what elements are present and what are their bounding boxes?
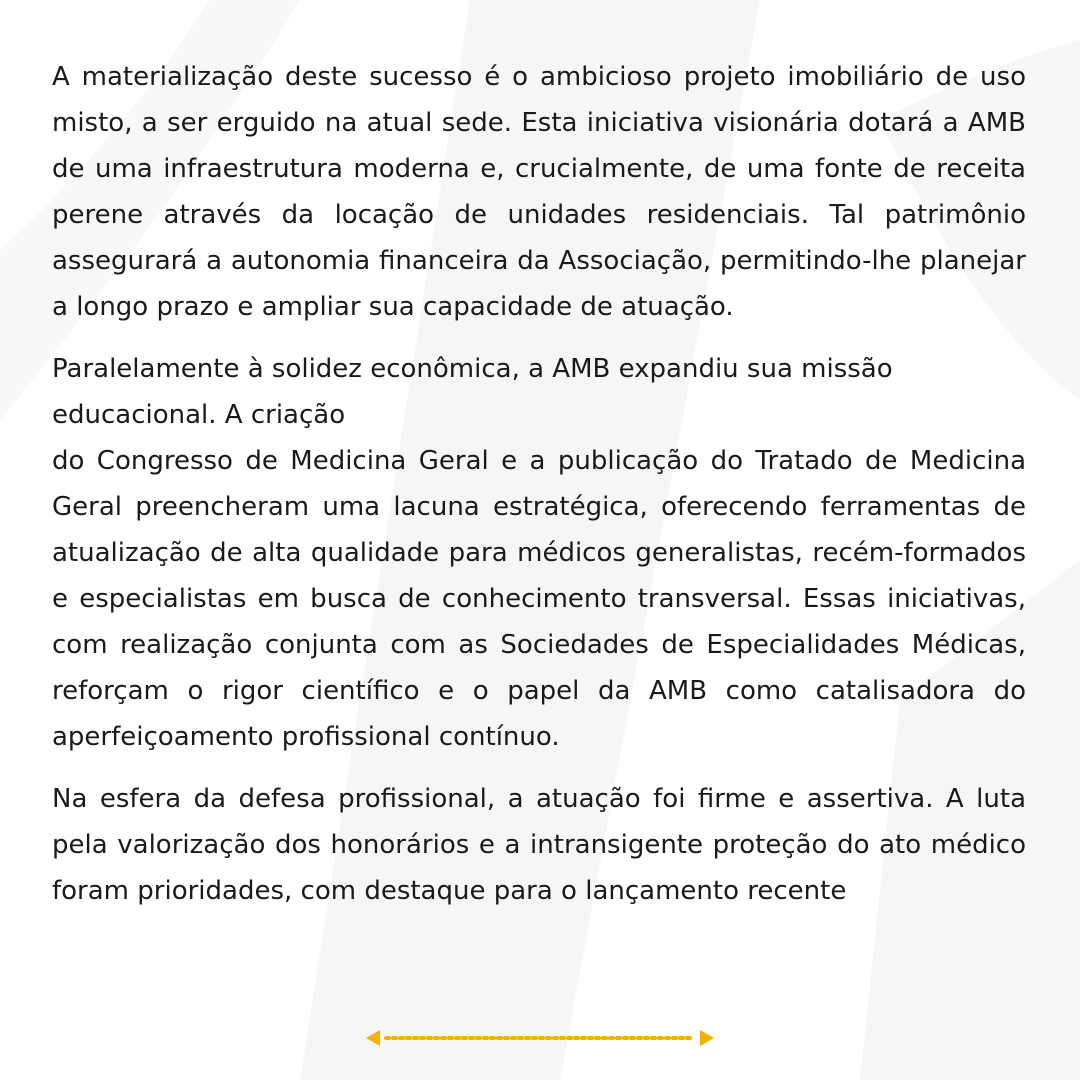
document-body [52, 54, 1026, 914]
paragraph-4: Na esfera da defesa profissional, a atuação foi firme e assertiva. A luta pela valorização dos honorários e a intransigente proteção do ato médico foram prioridades, com destaque para o lançamento recente [52, 784, 1026, 906]
paragraph-1: A materialização deste sucesso é o ambicioso projeto imobiliário de uso misto, a ser erguido na atual sede. Esta iniciativa visionária dotará a AMB de uma infraestrutura moderna e, crucialmente, de uma fonte de receita perene através da locação de unidades residenciais. Tal patrimônio assegurará a autonomia financeira da Associação, permitindo-lhe planejar a longo prazo e ampliar sua capacidade de atuação. [52, 62, 1026, 322]
double-arrow-dotted-icon [364, 1026, 716, 1050]
paragraph-3: do Congresso de Medicina Geral e a publicação do Tratado de Medicina Geral preencheram uma lacuna estratégica, oferecendo ferramentas de atualização de alta qualidade para médicos generalistas, recém-formados e especialistas em busca de conhecimento transversal. Essas iniciativas, com realização conjunta com as Sociedades de Especialidades Médicas, reforçam o rigor científico e o papel da AMB como catalisadora do aperfeiçoamento profissional contínuo. [52, 446, 1026, 752]
paragraph-2: Paralelamente à solidez econômica, a AMB expandiu sua missão educacional. A criação [52, 354, 893, 430]
